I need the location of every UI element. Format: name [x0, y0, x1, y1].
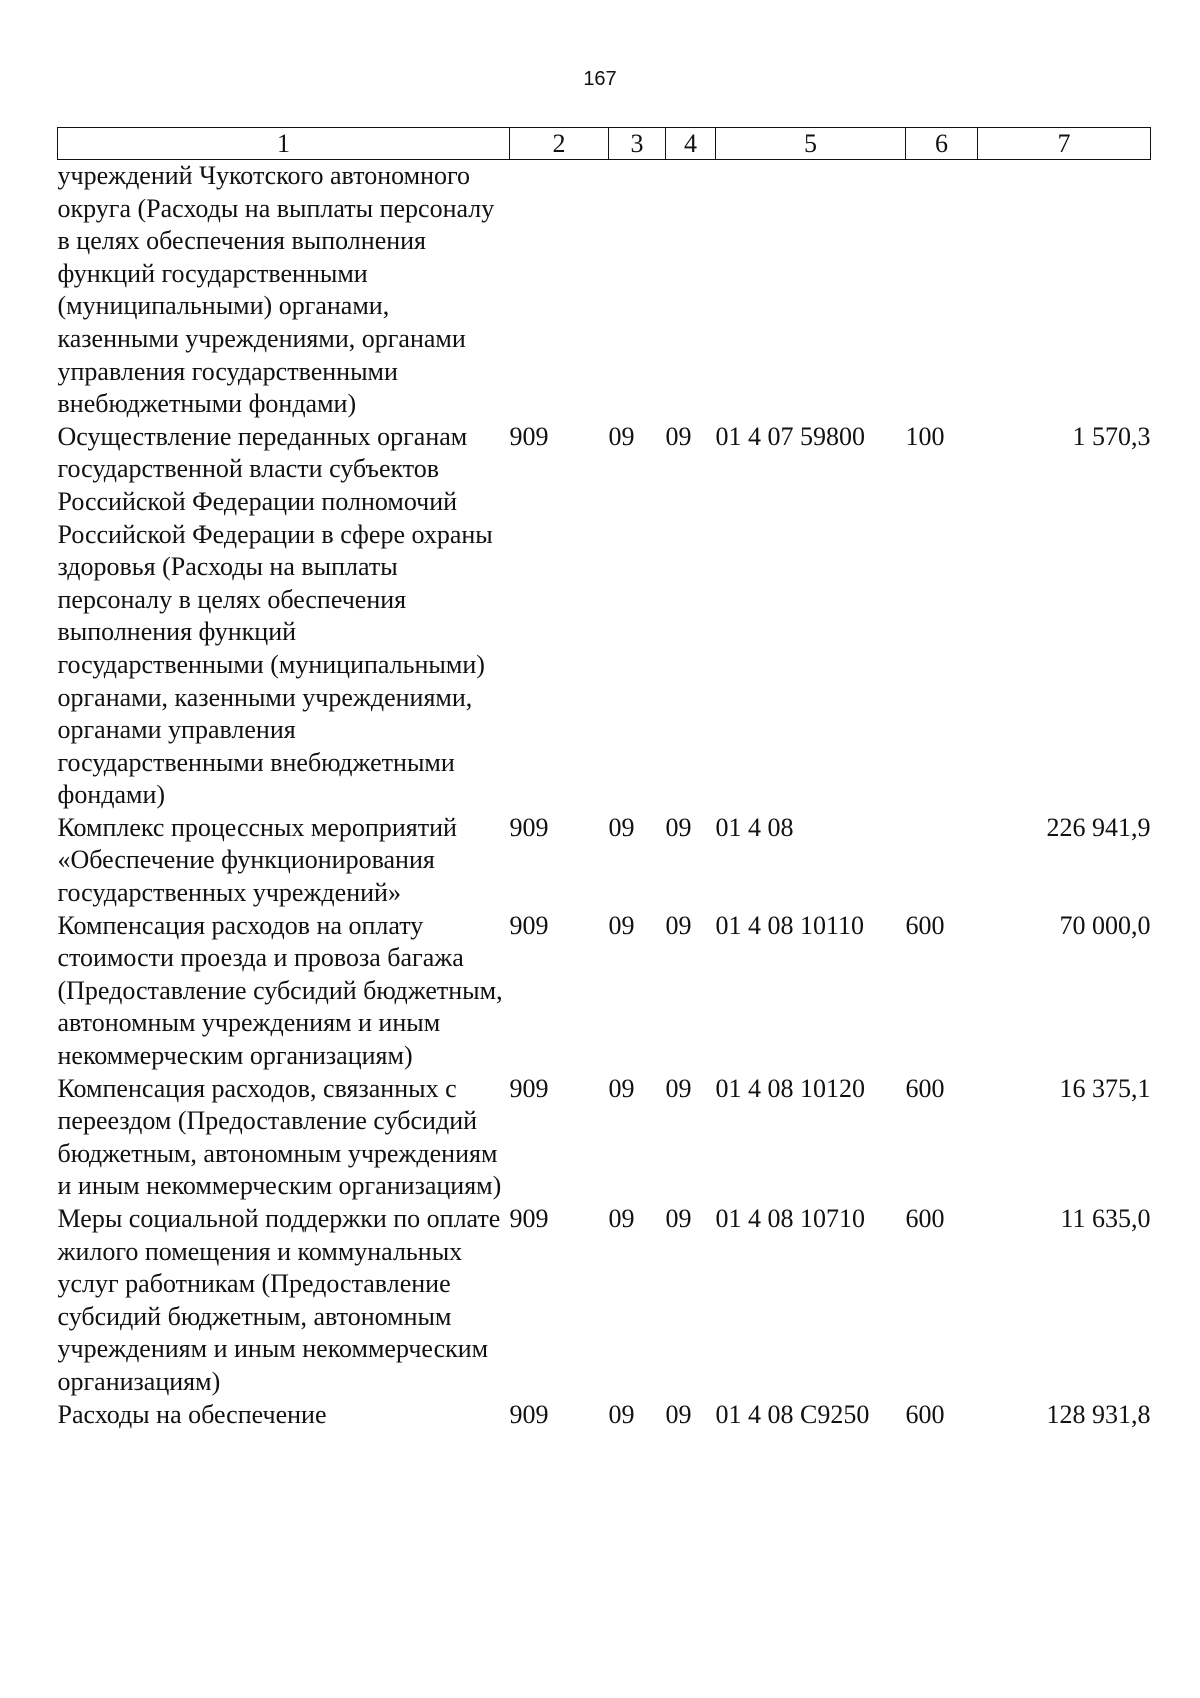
row-expense-type: 600	[905, 1073, 945, 1103]
table-row	[58, 160, 1151, 421]
row-subsection-code: 09	[665, 1073, 692, 1103]
row-expense-type: 600	[905, 1204, 945, 1233]
row-subsection-code: 09	[665, 421, 692, 451]
budget-table	[57, 127, 1151, 1431]
column-header: 3	[609, 128, 666, 160]
table-header-row	[58, 128, 1151, 160]
row-amount: 11 635,0	[1060, 1204, 1151, 1233]
row-subsection-code: 09	[665, 910, 692, 940]
column-header: 7	[978, 128, 1151, 160]
row-target-code: 01 4 08 10110	[715, 910, 865, 940]
row-name: Меры социальной поддержки по оплате жилого помещения и коммунальных услуг работникам (Предоставление субсидий бюджетным, автономным учреждениям и иным некоммерческим организациям)	[57, 1204, 501, 1396]
row-name: Комплекс процессных мероприятий «Обеспечение функционирования государственных учреждений»	[57, 812, 457, 908]
row-amount: 226 941,9	[1046, 812, 1151, 842]
row-target-code: 01 4 08 10710	[715, 1204, 865, 1233]
page-number: 167	[583, 68, 617, 90]
column-header: 4	[666, 128, 716, 160]
row-subsection-code	[666, 160, 716, 421]
row-section-code: 09	[608, 1204, 635, 1233]
row-name: учреждений Чукотского автономного округа (Расходы на выплаты персоналу в целях обеспечения выполнения функций государственными (муниципальными) органами, казенными учреждениями, органами управления государственными внебюджетными фондами)	[57, 161, 495, 419]
row-ministry-code	[510, 160, 609, 421]
table-row	[58, 421, 1151, 812]
row-expense-type	[906, 812, 978, 910]
row-section-code: 09	[608, 1073, 635, 1103]
row-amount: 128 931,8	[1046, 1399, 1151, 1429]
column-header: 2	[510, 128, 609, 160]
column-header: 1	[58, 128, 510, 160]
row-section-code: 09	[608, 1399, 635, 1429]
row-ministry-code: 909	[509, 1073, 549, 1103]
table-row	[58, 812, 1151, 910]
row-target-code: 01 4 08 10120	[715, 1073, 865, 1103]
table-row	[58, 1073, 1151, 1203]
row-subsection-code: 09	[665, 812, 692, 842]
row-subsection-code: 09	[665, 1399, 692, 1429]
row-subsection-code: 09	[665, 1204, 692, 1233]
column-header: 6	[906, 128, 978, 160]
row-amount: 1 570,3	[1072, 421, 1151, 451]
row-amount: 16 375,1	[1059, 1073, 1151, 1103]
row-expense-type: 600	[905, 1399, 945, 1429]
row-ministry-code: 909	[509, 812, 549, 842]
row-section-code: 09	[608, 812, 635, 842]
row-section-code	[609, 160, 666, 421]
table-row	[58, 1399, 1151, 1432]
row-name: Расходы на обеспечение	[57, 1399, 327, 1429]
row-ministry-code: 909	[509, 910, 549, 940]
table-row	[58, 910, 1151, 1073]
row-name: Компенсация расходов, связанных с переездом (Предоставление субсидий бюджетным, автономным учреждениям и иным некоммерческим организациям)	[57, 1073, 502, 1201]
row-target-code: 01 4 08	[715, 812, 794, 842]
row-target-code: 01 4 07 59800	[715, 421, 865, 451]
row-expense-type: 100	[905, 421, 945, 451]
row-target-code	[716, 160, 906, 421]
row-name: Осуществление переданных органам государственной власти субъектов Российской Федерации полномочий Российской Федерации в сфере охраны здоровья (Расходы на выплаты персоналу в целях обеспечения выполнения функций государственными (муниципальными) органами, казенными учреждениями, органами управления государственными внебюджетными фондами)	[57, 421, 493, 810]
row-target-code: 01 4 08 С9250	[715, 1399, 870, 1429]
row-amount	[978, 160, 1151, 421]
column-header: 5	[716, 128, 906, 160]
table-row	[58, 1203, 1151, 1399]
row-expense-type: 600	[905, 910, 945, 940]
row-name: Компенсация расходов на оплату стоимости проезда и провоза багажа (Предоставление субсидий бюджетным, автономным учреждениям и иным некоммерческим организациям)	[57, 910, 503, 1071]
row-ministry-code: 909	[509, 1399, 549, 1429]
row-expense-type	[906, 160, 978, 421]
row-amount: 70 000,0	[1059, 910, 1151, 940]
row-section-code: 09	[608, 421, 635, 451]
row-ministry-code: 909	[509, 421, 549, 451]
row-ministry-code: 909	[509, 1204, 549, 1233]
row-section-code: 09	[608, 910, 635, 940]
